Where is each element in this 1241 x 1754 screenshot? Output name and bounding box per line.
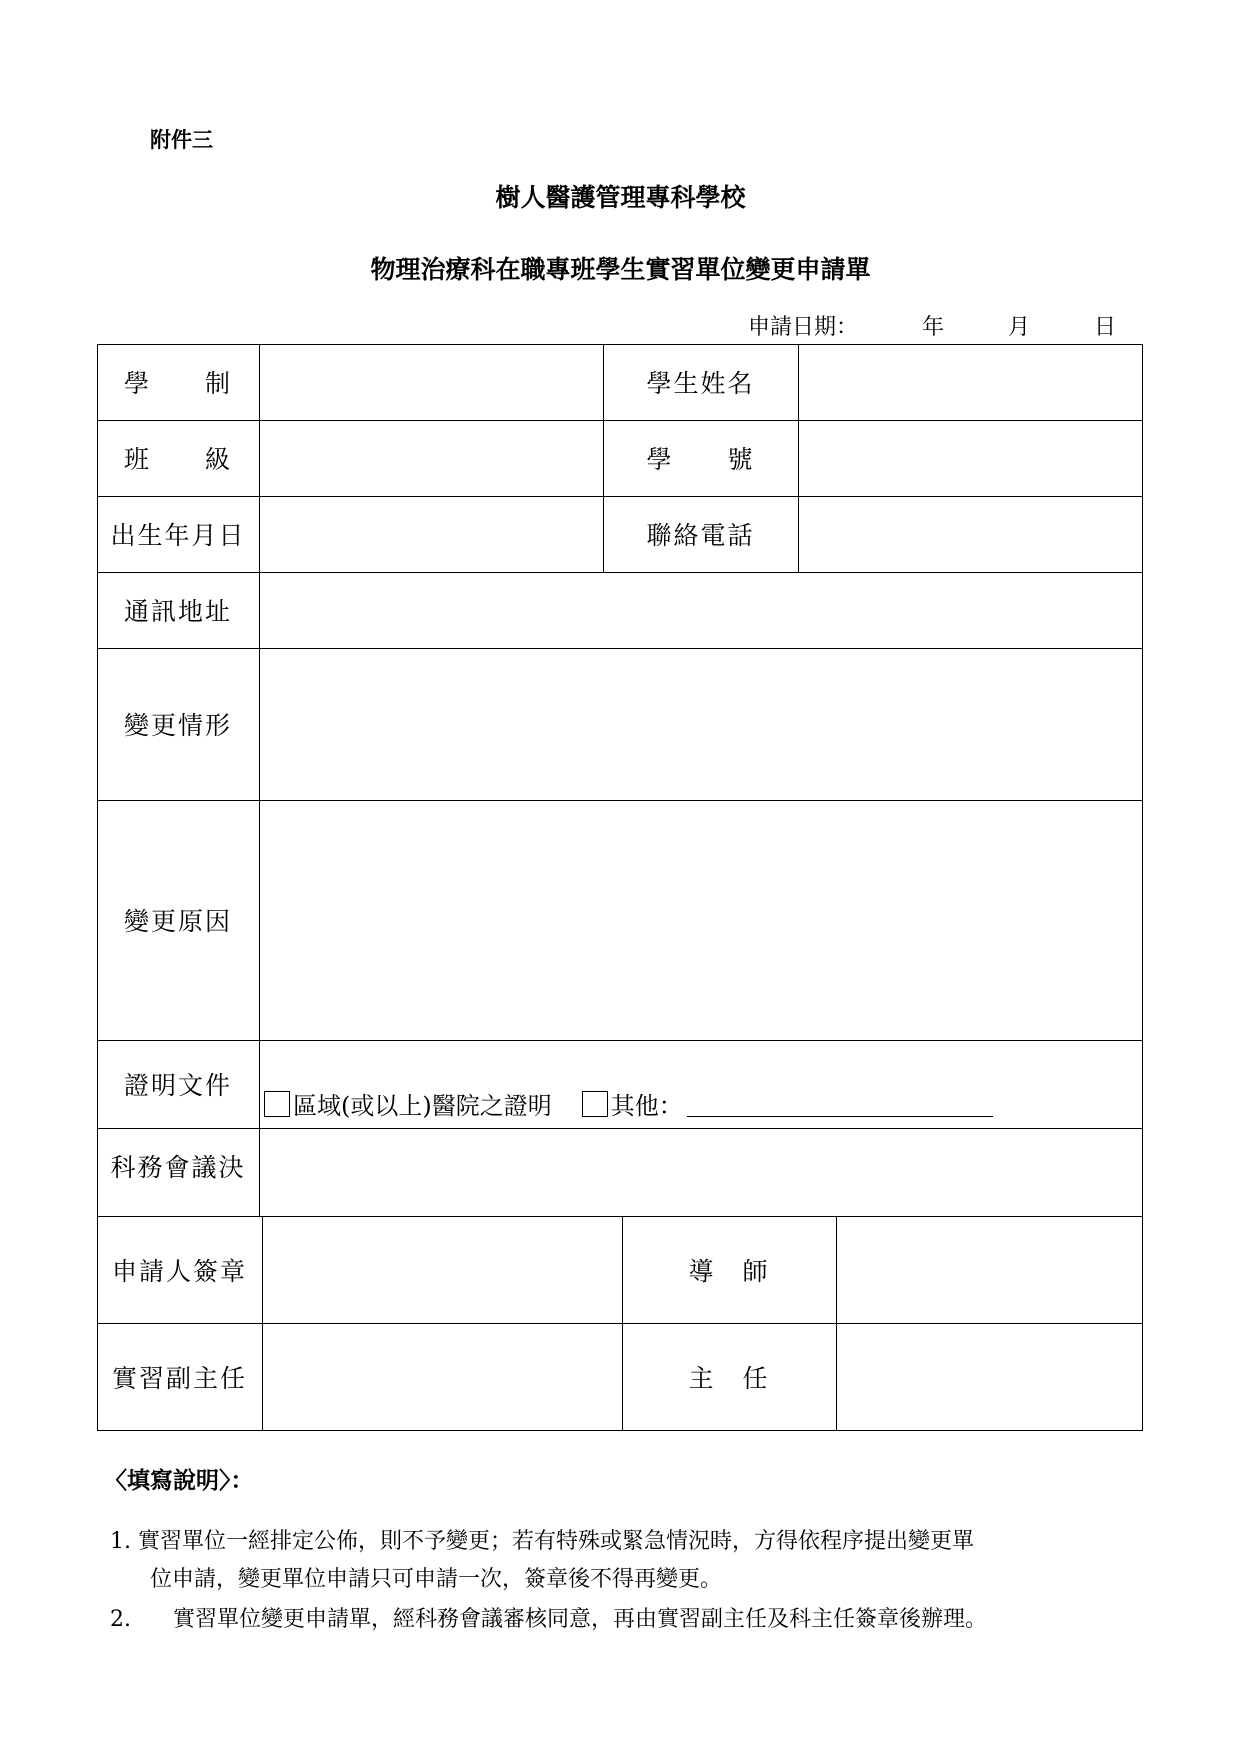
student-id-label: 學 號 xyxy=(646,445,755,474)
change-situation-label: 變更情形 xyxy=(123,711,232,740)
phone-label: 聯絡電話 xyxy=(646,521,755,550)
hospital-proof-label: 區域(或以上)醫院之證明 xyxy=(293,1092,552,1120)
documents-label: 證明文件 xyxy=(123,1071,232,1100)
month-label: 月 xyxy=(1008,315,1031,340)
table-divider xyxy=(262,1216,263,1430)
table-border-bottom xyxy=(97,1430,1143,1431)
instruction-item-1-cont: 位申請，變更單位申請只可申請一次，簽章後不得再變更。 xyxy=(150,1567,723,1592)
table-divider xyxy=(97,1216,1143,1217)
other-label: 其他： xyxy=(610,1092,683,1120)
other-fill-line[interactable] xyxy=(687,1090,993,1117)
table-divider xyxy=(798,344,799,572)
table-border-right xyxy=(1142,344,1143,1430)
table-divider xyxy=(97,420,1143,421)
director-label: 主 任 xyxy=(688,1364,770,1393)
table-divider xyxy=(97,1323,1143,1324)
school-name: 樹人醫護管理專科學校 xyxy=(495,183,746,212)
other-checkbox[interactable] xyxy=(582,1091,608,1117)
day-label: 日 xyxy=(1094,315,1117,340)
student-name-label: 學生姓名 xyxy=(646,369,755,398)
instruction-text: 實習單位變更申請單，經科務會議審核同意，再由實習副主任及科主任簽章後辦理。 xyxy=(173,1607,988,1632)
table-border-top xyxy=(97,344,1143,345)
instructions-heading: 〈填寫說明〉： xyxy=(104,1467,254,1494)
school-system-label: 學 制 xyxy=(123,369,232,398)
date-label: 申請日期： xyxy=(748,315,859,340)
table-divider xyxy=(97,1040,1143,1041)
form-title: 物理治療科在職專班學生實習單位變更申請單 xyxy=(370,255,871,284)
instruction-text: 實習單位一經排定公佈，則不予變更；若有特殊或緊急情況時，方得依程序提出變更單 xyxy=(138,1529,975,1554)
instruction-item-2 xyxy=(110,1602,987,1633)
table-divider xyxy=(97,572,1143,573)
class-label: 班 級 xyxy=(123,445,232,474)
hospital-proof-checkbox[interactable] xyxy=(264,1091,290,1117)
document-options xyxy=(264,1086,993,1121)
instruction-number: 1. xyxy=(110,1529,131,1554)
table-divider xyxy=(97,496,1143,497)
table-divider xyxy=(97,800,1143,801)
applicant-signature-label: 申請人簽章 xyxy=(111,1257,247,1286)
change-reason-label: 變更原因 xyxy=(123,907,232,936)
tutor-label: 導 師 xyxy=(688,1257,770,1286)
birthdate-label: 出生年月日 xyxy=(110,521,246,550)
table-divider xyxy=(622,1216,623,1430)
year-label: 年 xyxy=(922,315,945,340)
table-divider xyxy=(259,344,260,1216)
address-label: 通訊地址 xyxy=(123,597,232,626)
application-date xyxy=(748,310,1116,341)
table-divider xyxy=(97,1128,1143,1129)
attachment-label: 附件三 xyxy=(150,127,213,152)
dept-resolution-label: 科務會議決 xyxy=(110,1153,246,1182)
instruction-item-1 xyxy=(110,1524,974,1555)
instruction-number: 2. xyxy=(110,1607,131,1632)
table-divider xyxy=(97,648,1143,649)
deputy-director-label: 實習副主任 xyxy=(111,1364,247,1393)
table-divider xyxy=(836,1216,837,1430)
